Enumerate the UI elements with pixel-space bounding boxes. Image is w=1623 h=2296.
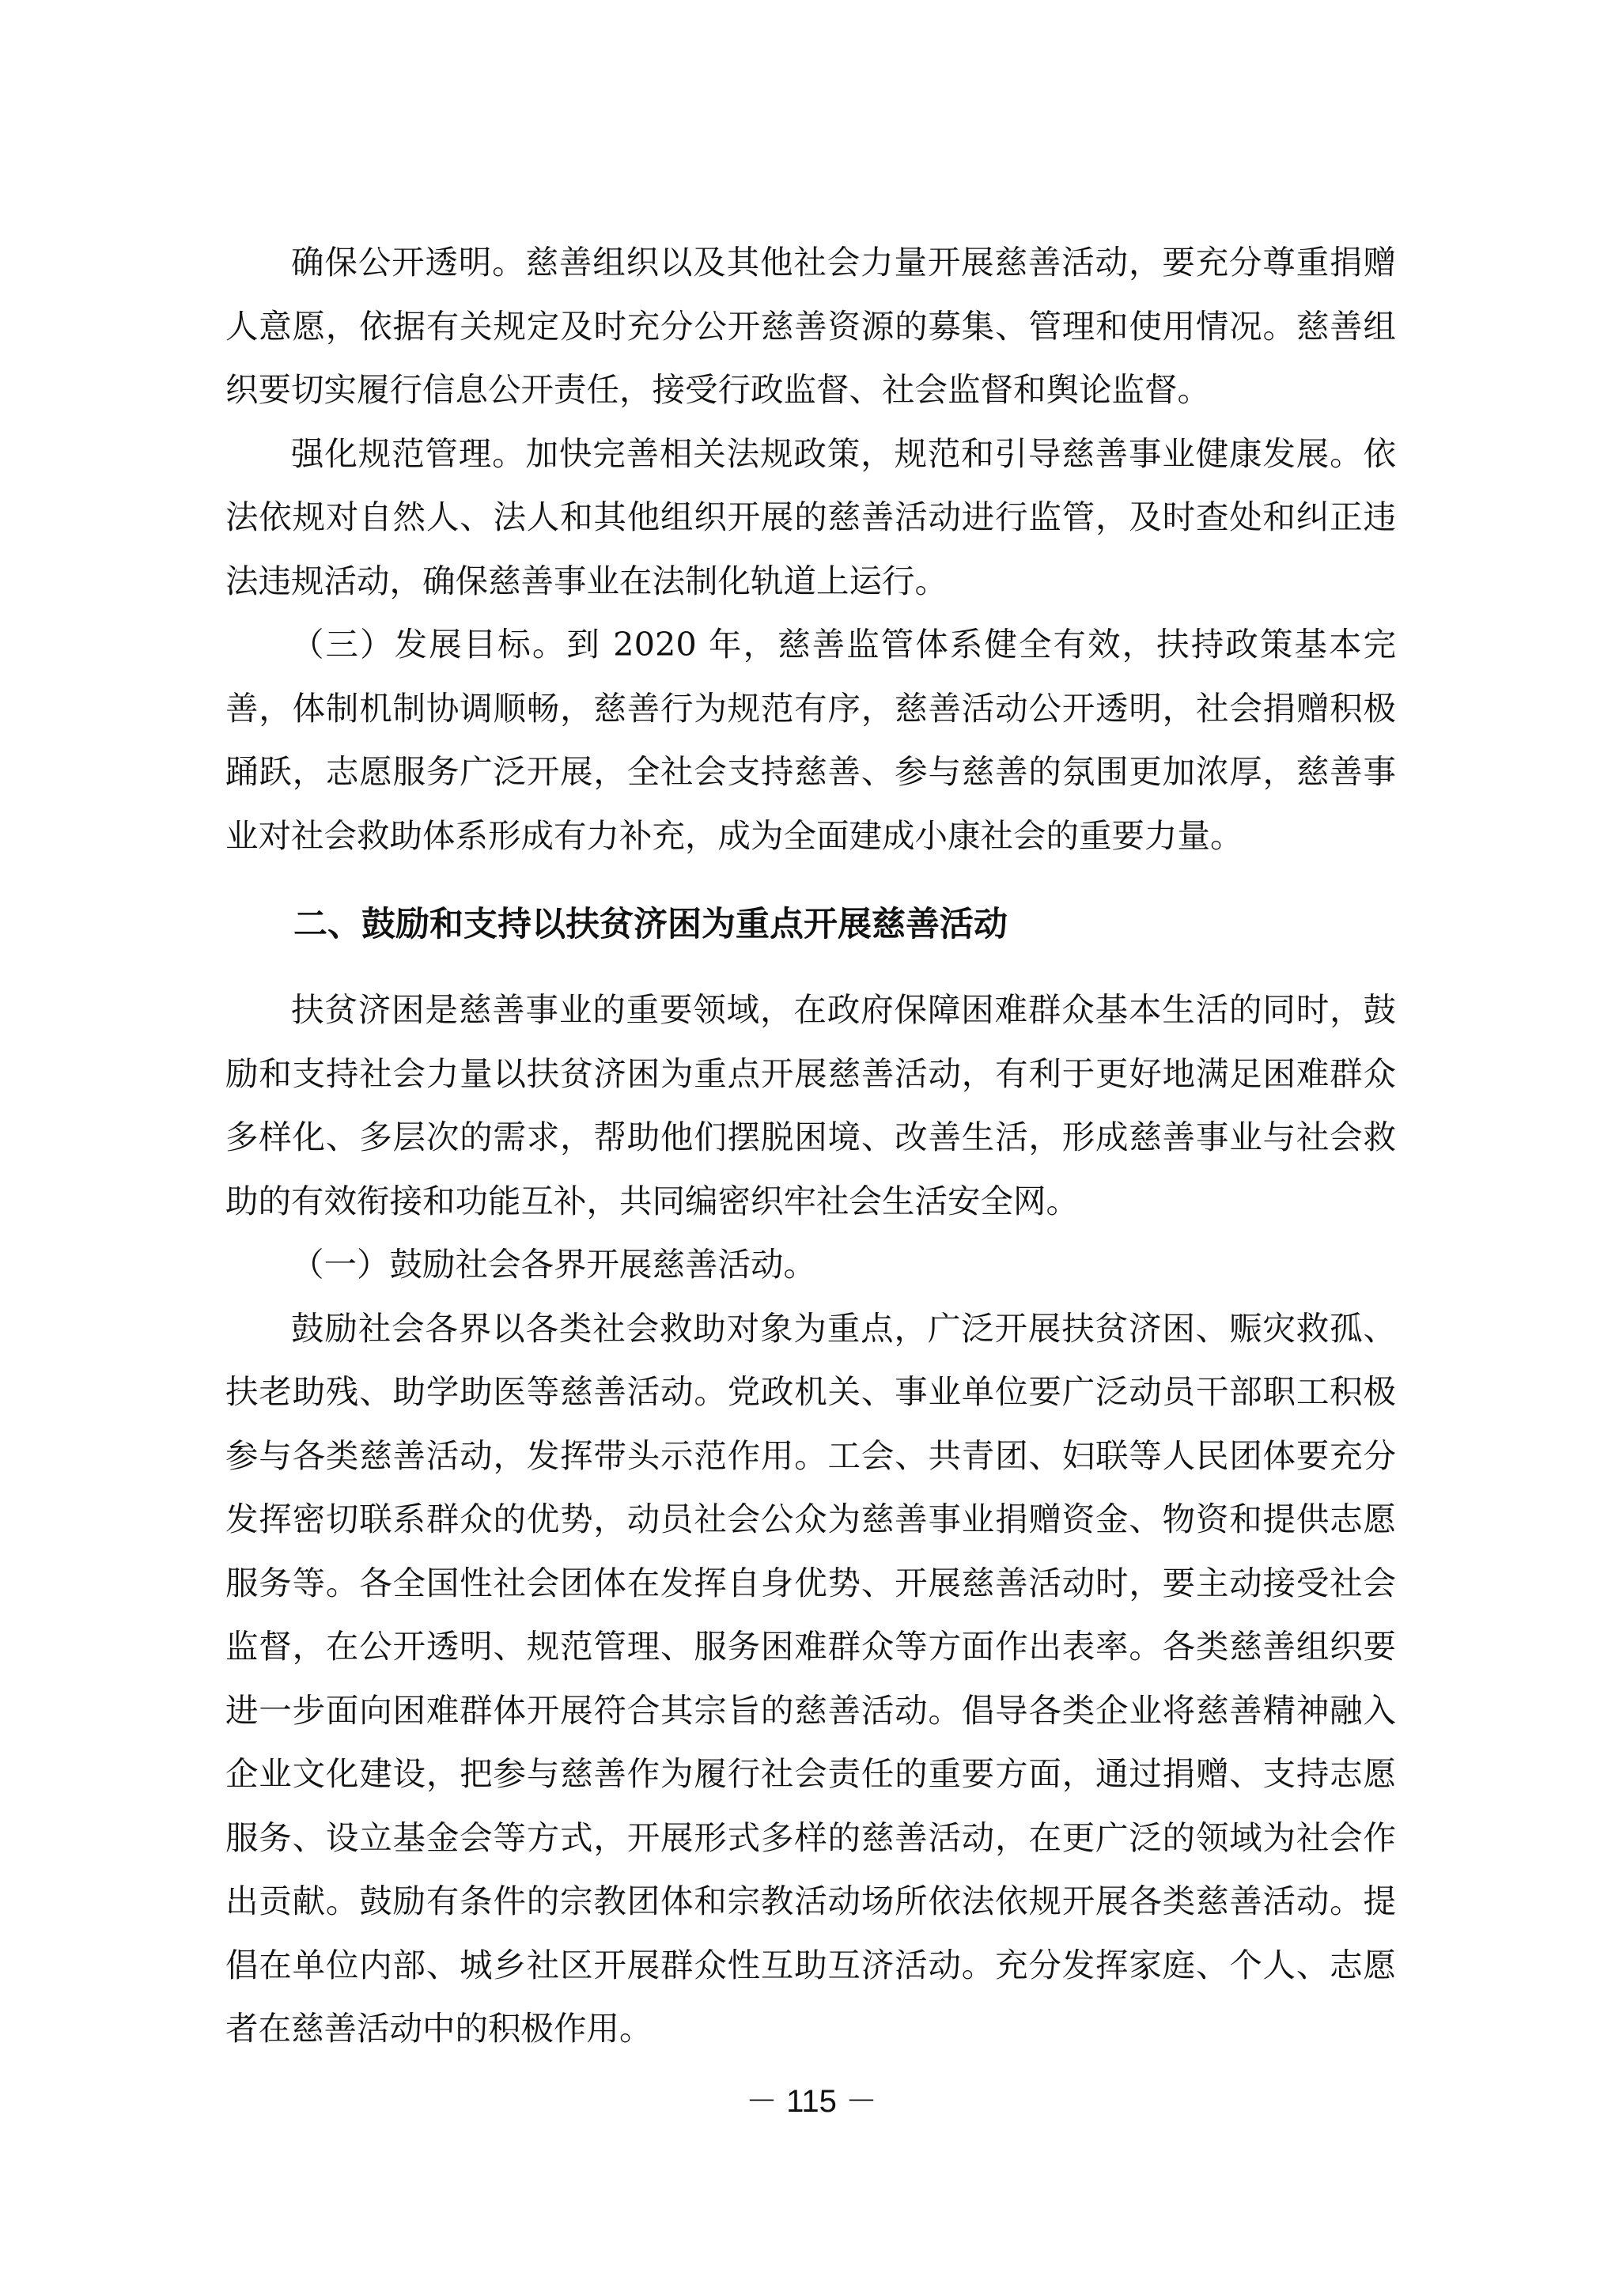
paragraph-poverty-relief: 扶贫济困是慈善事业的重要领域，在政府保障困难群众基本生活的同时，鼓励和支持社会力量以扶贫济困为重点开展慈善活动，有利于更好地满足困难群众多样化、多层次的需求，帮助他们摆脱困境、改善生活，形成慈善事业与社会救助的有效衔接和功能互补，共同编密织牢社会生活安全网。 [225, 990, 1396, 1220]
page-content [225, 231, 1396, 2061]
paragraph-encourage-society: 鼓励社会各界以各类社会救助对象为重点，广泛开展扶贫济困、赈灾救孤、扶老助残、助学助医等慈善活动。党政机关、事业单位要广泛动员干部职工积极参与各类慈善活动，发挥带头示范作用。工会、共青团、妇联等人民团体要充分发挥密切联系群众的优势，动员社会公众为慈善事业捐赠资金、物资和提供志愿服务等。各全国性社会团体在发挥自身优势、开展慈善活动时，要主动接受社会监督，在公开透明、规范管理、服务困难群众等方面作出表率。各类慈善组织要进一步面向困难群体开展符合其宗旨的慈善活动。倡导各类企业将慈善精神融入企业文化建设，把参与慈善作为履行社会责任的重要方面，通过捐赠、支持志愿服务、设立基金会等方式，开展形式多样的慈善活动，在更广泛的领域为社会作出贡献。鼓励有条件的宗教团体和宗教活动场所依法依规开展各类慈善活动。提倡在单位内部、城乡社区开展群众性互助互济活动。充分发挥家庭、个人、志愿者在慈善活动中的积极作用。 [225, 1308, 1396, 2048]
paragraph-transparency: 确保公开透明。慈善组织以及其他社会力量开展慈善活动，要充分尊重捐赠人意愿，依据有关规定及时充分公开慈善资源的募集、管理和使用情况。慈善组织要切实履行信息公开责任，接受行政监督、社会监督和舆论监督。 [225, 243, 1396, 409]
page-number: － 115 － [746, 2084, 877, 2119]
paragraph-regulation: 强化规范管理。加快完善相关法规政策，规范和引导慈善事业健康发展。依法依规对自然人、法人和其他组织开展的慈善活动进行监管，及时查处和纠正违法违规活动，确保慈善事业在法制化轨道上运行。 [225, 433, 1396, 600]
subheading-encourage: （一）鼓励社会各界开展慈善活动。 [291, 1245, 817, 1284]
section-heading: 二、鼓励和支持以扶贫济困为重点开展慈善活动 [293, 905, 1008, 944]
paragraph-goals: （三）发展目标。到 2020 年，慈善监管体系健全有效，扶持政策基本完善，体制机制协调顺畅，慈善行为规范有序，慈善活动公开透明，社会捐赠积极踊跃，志愿服务广泛开展，全社会支持慈善、参与慈善的氛围更加浓厚，慈善事业对社会救助体系形成有力补充，成为全面建成小康社会的重要力量。 [225, 625, 1396, 855]
